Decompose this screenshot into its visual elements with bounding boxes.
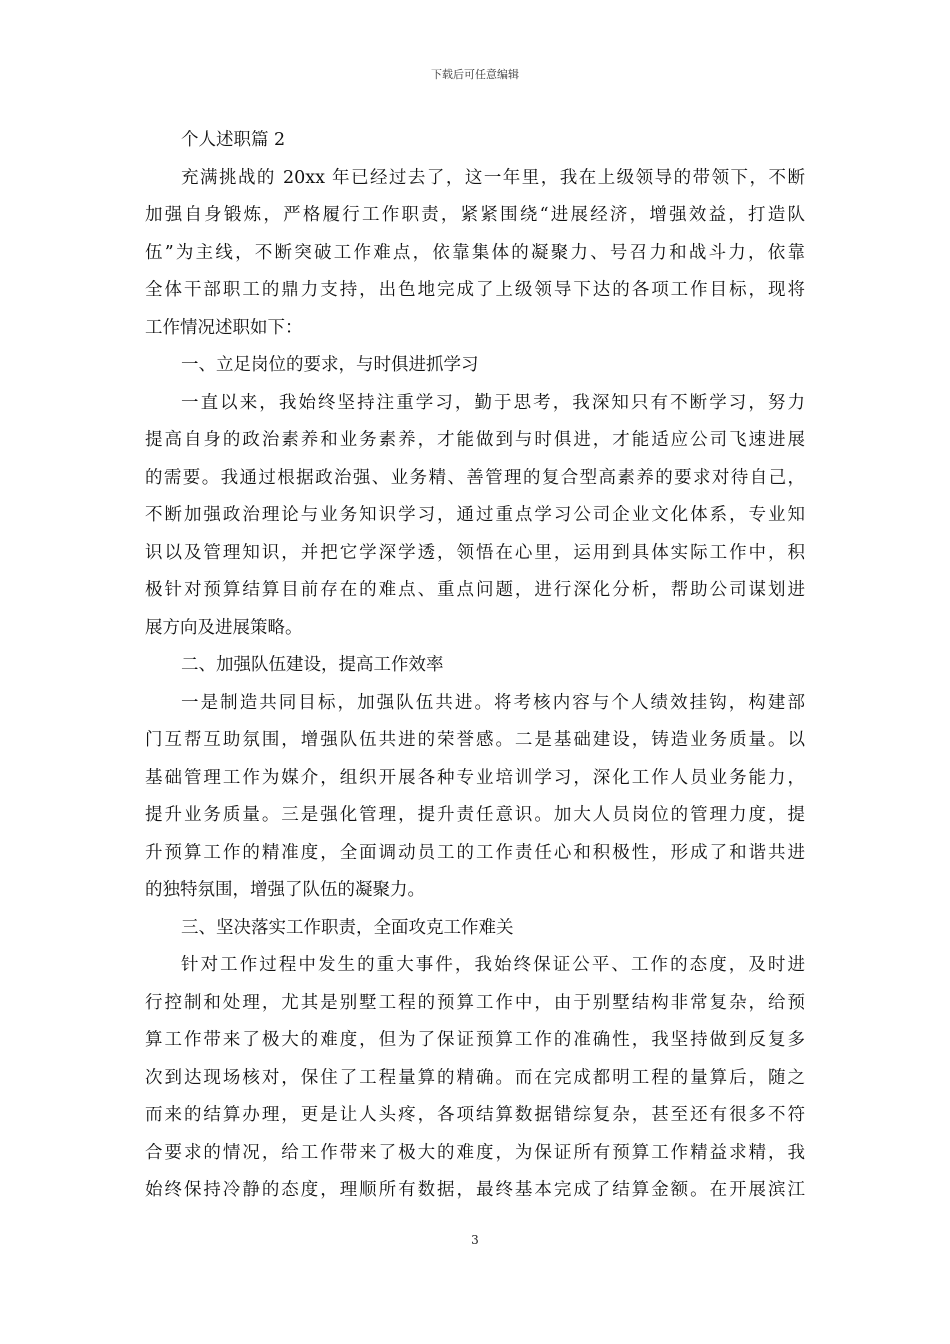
- text-line: 展方向及进展策略。: [145, 617, 303, 638]
- text-line: 的需要。我通过根据政治强、业务精、善管理的复合型高素养的要求对待自己，: [145, 467, 805, 488]
- text-line: 始终保持冷静的态度，理顺所有数据，最终基本完成了结算金额。在开展滨江: [145, 1180, 805, 1200]
- text-line: 提高自身的政治素养和业务素养，才能做到与时俱进，才能适应公司飞速进展: [145, 430, 805, 450]
- text-line: 一是制造共同目标，加强队伍共进。将考核内容与个人绩效挂钩，构建部: [181, 692, 805, 713]
- text-line: 门互帮互助氛围，增强队伍共进的荣誉感。二是基础建设，铸造业务质量。以: [145, 730, 805, 750]
- text-line: 针对工作过程中发生的重大事件，我始终保证公平、工作的态度，及时进: [181, 955, 805, 975]
- text-line: 次到达现场核对，保住了工程量算的精确。而在完成都明工程的量算后，随之: [145, 1067, 805, 1088]
- text-line: 行控制和处理，尤其是别墅工程的预算工作中，由于别墅结构非常复杂，给预: [145, 992, 805, 1013]
- text-line: 一直以来，我始终坚持注重学习，勤于思考，我深知只有不断学习，努力: [181, 392, 805, 413]
- text-line: 合要求的情况，给工作带来了极大的难度，为保证所有预算工作精益求精，我: [145, 1142, 805, 1163]
- text-line: 升预算工作的精准度，全面调动员工的工作责任心和积极性，形成了和谐共进: [145, 842, 805, 863]
- text-line: 算工作带来了极大的难度，但为了保证预算工作的准确性，我坚持做到反复多: [145, 1030, 805, 1050]
- text-line: 识以及管理知识，并把它学深学透，领悟在心里，运用到具体实际工作中，积: [145, 542, 805, 563]
- page-number: 3: [471, 1233, 479, 1247]
- text-line: 伍”为主线，不断突破工作难点，依靠集体的凝聚力、号召力和战斗力，依靠: [145, 242, 805, 263]
- text-line: 充满挑战的 20xx 年已经过去了，这一年里，我在上级领导的带领下，不断: [181, 167, 805, 188]
- header-note: 下载后可任意编辑: [431, 68, 519, 81]
- section-heading: 个人述职篇 2: [181, 130, 286, 150]
- text-line: 极针对预算结算目前存在的难点、重点问题，进行深化分析，帮助公司谋划进: [145, 580, 805, 600]
- text-line: 提升业务质量。三是强化管理，提升责任意识。加大人员岗位的管理力度，提: [145, 805, 805, 825]
- section-heading: 三、坚决落实工作职责，全面攻克工作难关: [181, 917, 514, 938]
- section-heading: 二、加强队伍建设，提高工作效率: [181, 655, 444, 675]
- text-line: 加强自身锻炼，严格履行工作职责，紧紧围绕“进展经济，增强效益，打造队: [145, 205, 805, 225]
- text-line: 而来的结算办理，更是让人头疼，各项结算数据错综复杂，甚至还有很多不符: [145, 1105, 805, 1125]
- text-line: 全体干部职工的鼎力支持，出色地完成了上级领导下达的各项工作目标，现将: [145, 280, 805, 300]
- text-line: 工作情况述职如下：: [145, 317, 303, 338]
- text-line: 基础管理工作为媒介，组织开展各种专业培训学习，深化工作人员业务能力，: [145, 767, 805, 788]
- text-line: 不断加强政治理论与业务知识学习，通过重点学习公司企业文化体系，专业知: [145, 505, 805, 525]
- document-body: [145, 122, 805, 1210]
- section-heading: 一、立足岗位的要求，与时俱进抓学习: [181, 355, 479, 375]
- text-line: 的独特氛围，增强了队伍的凝聚力。: [145, 880, 425, 900]
